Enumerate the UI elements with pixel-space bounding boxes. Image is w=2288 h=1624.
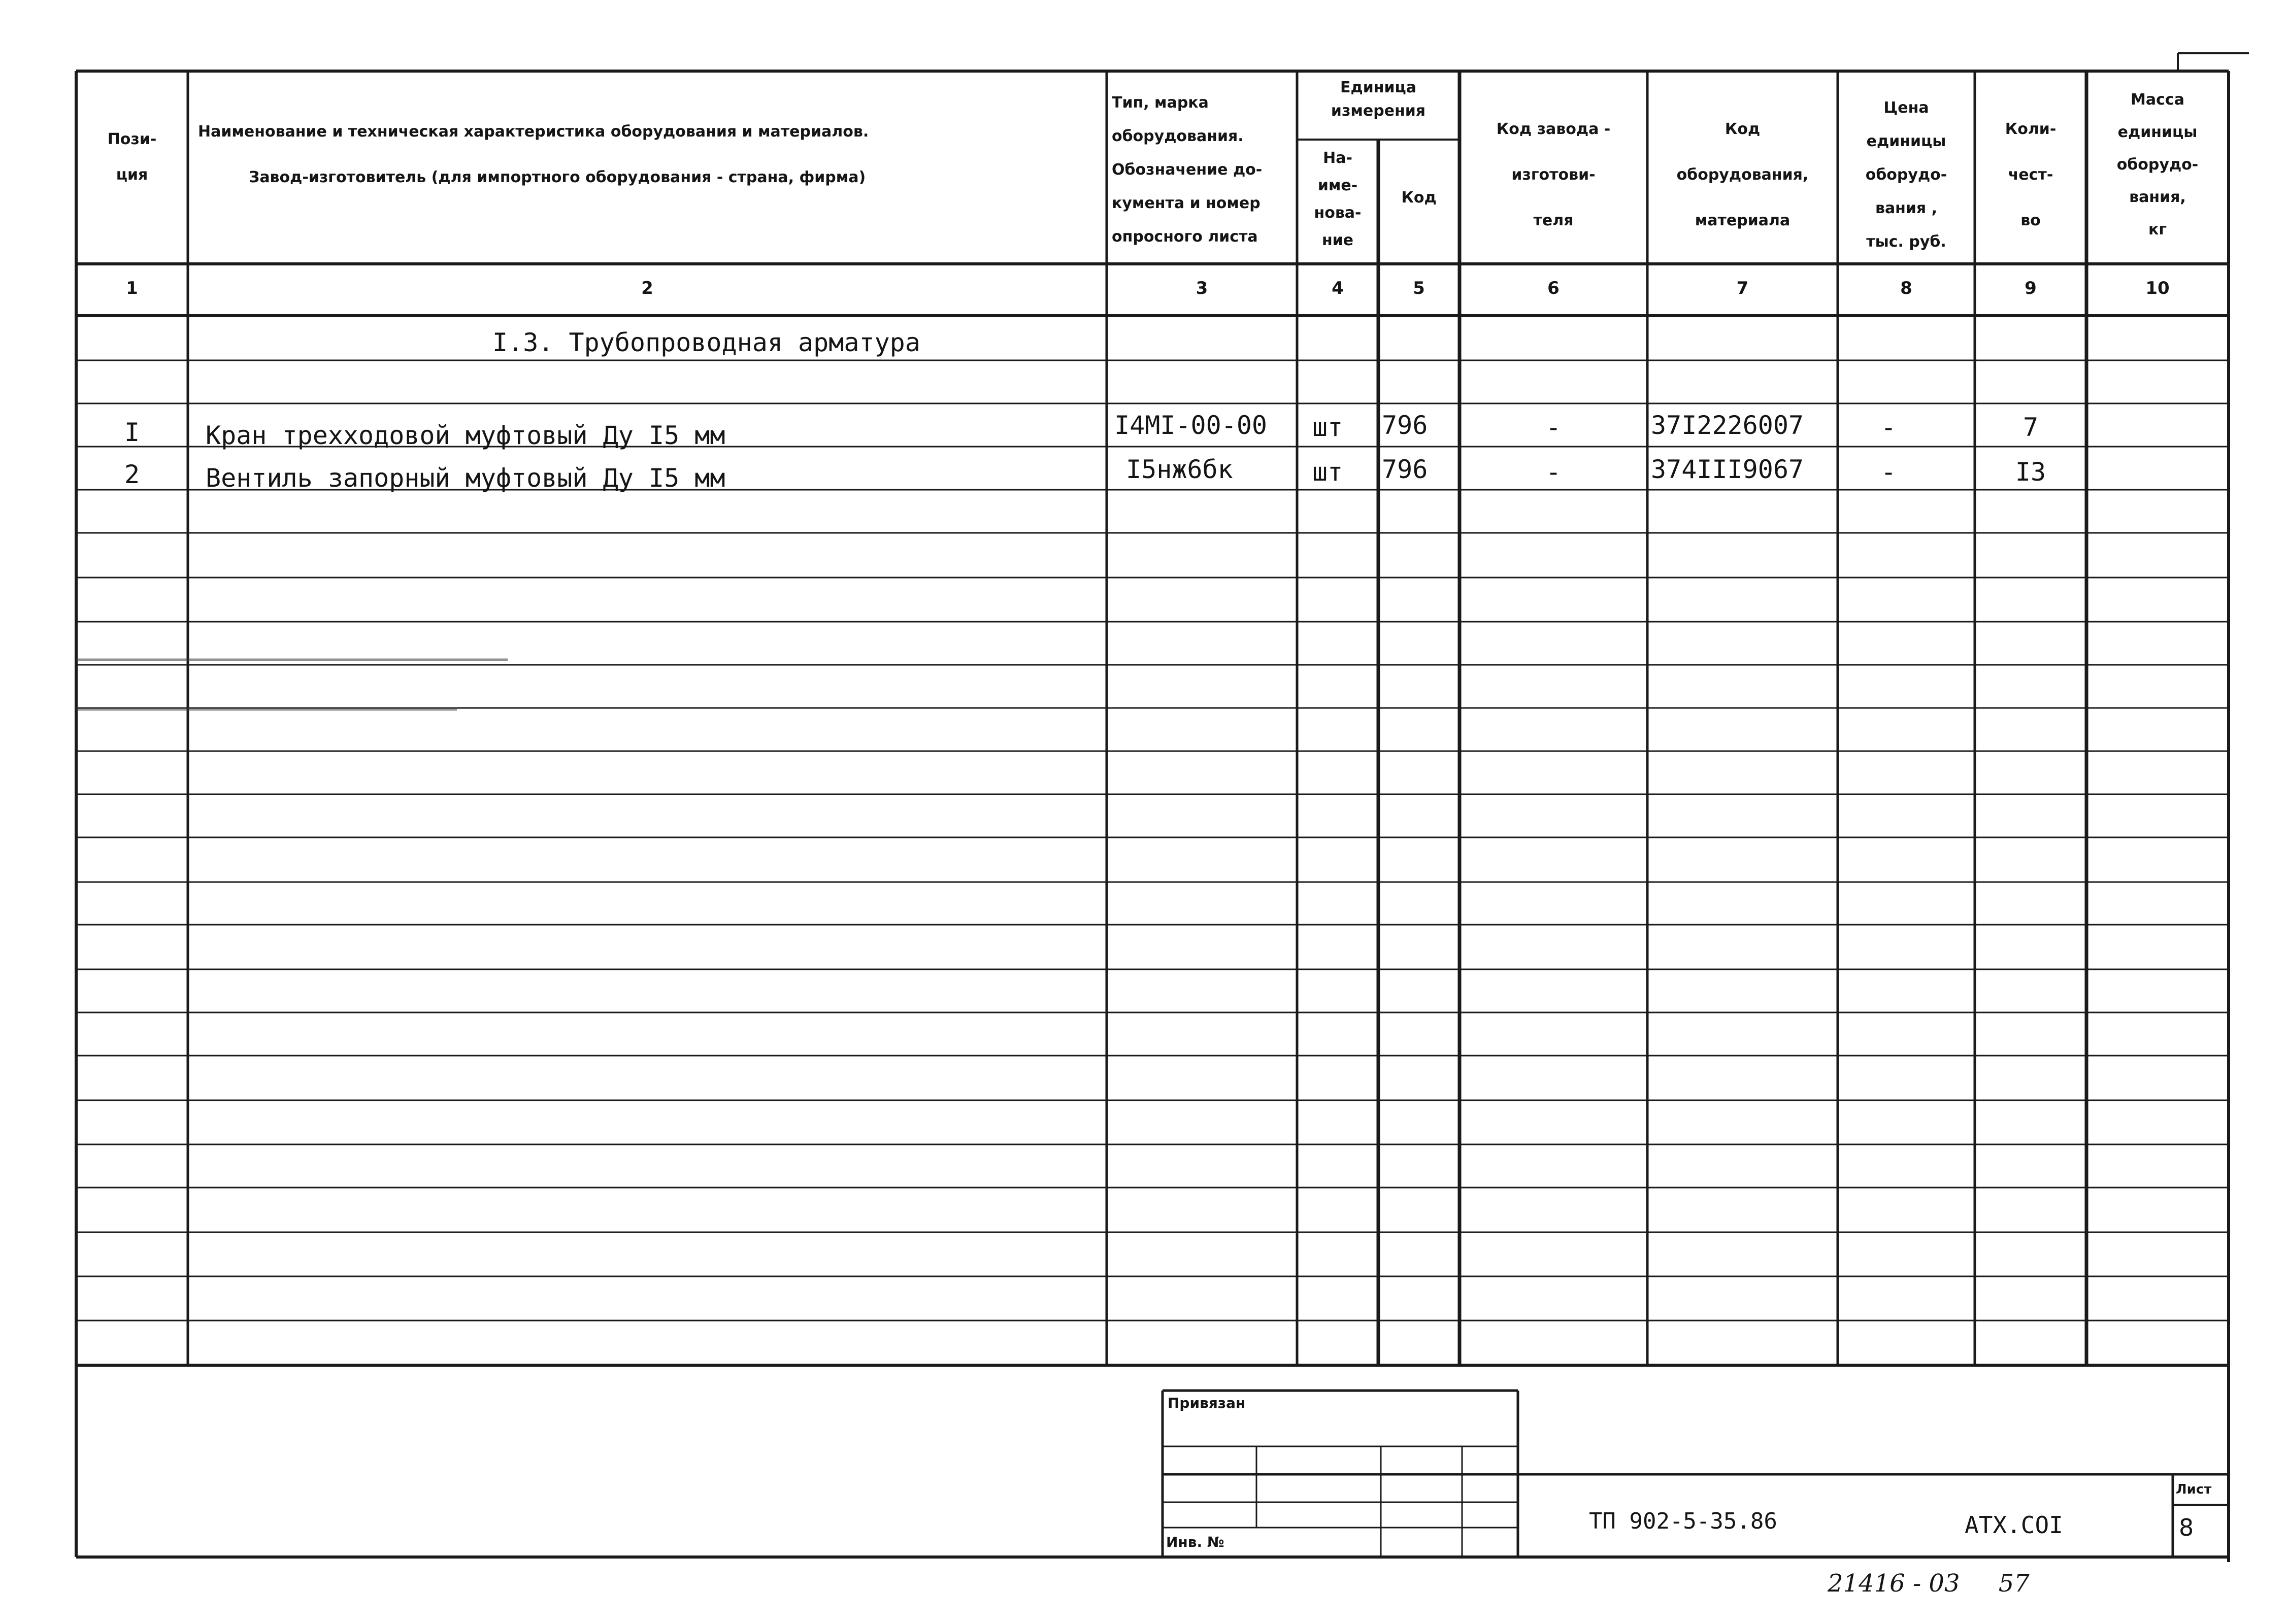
- stamp-sheet-label: Лист: [2176, 1482, 2212, 1497]
- stamp-inventory-label: Инв. №: [1166, 1534, 1224, 1550]
- header-position: Пози- ция: [107, 130, 157, 184]
- column-number: 6: [1547, 278, 1560, 298]
- header-quantity: Коли- чест- во: [2005, 120, 2057, 229]
- row-unit-name: шт: [1312, 413, 1343, 442]
- header-name-line2: Завод-изготовитель (для импортного оборудования - страна, фирма): [249, 168, 866, 186]
- header-equipment-code: Код оборудования, материала: [1676, 120, 1809, 229]
- column-number: 8: [1900, 278, 1912, 298]
- header-price: Цена единицы оборудо- вания , тыс. руб.: [1865, 99, 1947, 251]
- row-position: I: [124, 418, 140, 447]
- row-equipment-code: 374III9067: [1651, 455, 1804, 484]
- stamp-sheet-number: 8: [2179, 1514, 2194, 1541]
- row-unit-code: 796: [1382, 411, 1428, 440]
- stamp-document-code: ТП 902-5-35.86: [1589, 1508, 1777, 1534]
- column-number: 3: [1196, 278, 1208, 298]
- footer-handwritten-note: 21416 - 03 57: [1828, 1569, 2030, 1598]
- column-number: 10: [2145, 278, 2170, 298]
- column-number: 4: [1332, 278, 1344, 298]
- column-number: 7: [1736, 278, 1749, 298]
- row-type: I4MI-00-00: [1114, 411, 1268, 440]
- header-name-line1: Наименование и техническая характеристика оборудования и материалов.: [198, 123, 869, 141]
- row-manufacturer-code: -: [1545, 457, 1562, 487]
- header-unit-code: Код: [1401, 189, 1437, 207]
- row-name: Кран трехходовой муфтовый Ду I5 мм: [206, 421, 725, 450]
- row-type: I5нж6бк: [1126, 455, 1233, 484]
- header-manufacturer-code: Код завода - изготови- теля: [1496, 120, 1611, 229]
- header-unit-group: Единица измерения: [1331, 79, 1426, 120]
- header-unit-name: На- име- нова- ние: [1314, 149, 1362, 249]
- stamp-sheet-code: АТХ.COI: [1965, 1511, 2063, 1539]
- header-mass: Масса единицы оборудо- вания, кг: [2116, 91, 2199, 239]
- row-name: Вентиль запорный муфтовый Ду I5 мм: [206, 463, 725, 493]
- column-number: 9: [2025, 278, 2037, 298]
- row-price: -: [1880, 457, 1897, 487]
- stamp-attached-label: Привязан: [1168, 1395, 1246, 1411]
- row-equipment-code: 37I2226007: [1651, 411, 1804, 440]
- row-quantity: 7: [2022, 413, 2039, 442]
- header-type: Тип, марка оборудования. Обозначение до- кумента и номер опросного листа: [1112, 94, 1263, 246]
- column-number: 1: [126, 278, 138, 298]
- column-number: 5: [1413, 278, 1425, 298]
- row-manufacturer-code: -: [1545, 413, 1562, 442]
- row-unit-code: 796: [1382, 455, 1428, 484]
- row-price: -: [1880, 413, 1897, 442]
- column-number: 2: [641, 278, 653, 298]
- row-unit-name: шт: [1312, 457, 1343, 487]
- row-quantity: I3: [2015, 457, 2046, 487]
- section-title: I.3. Трубопроводная арматура: [492, 328, 920, 357]
- row-position: 2: [124, 460, 140, 489]
